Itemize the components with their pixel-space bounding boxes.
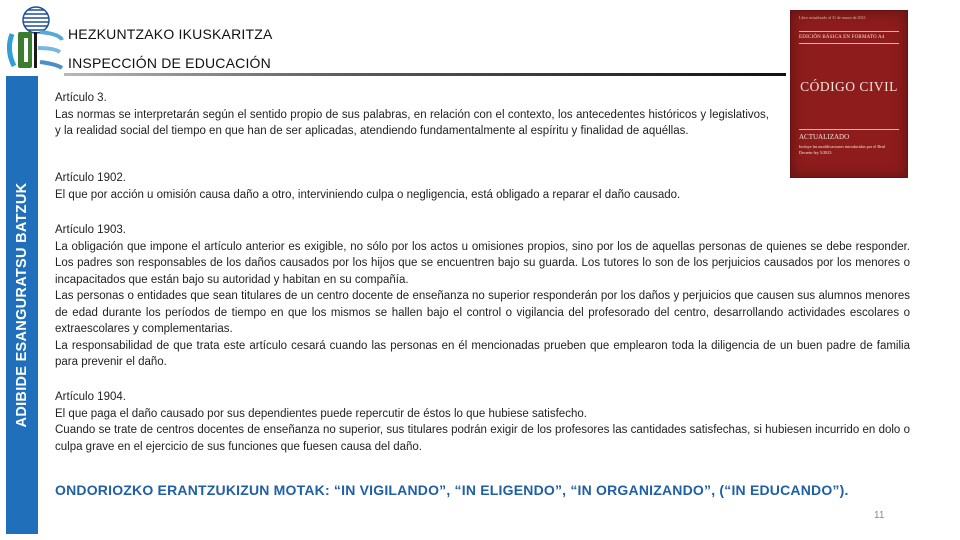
article-paragraph: Las normas se interpretarán según el sentido propio de sus palabras, en relación con el contexto, los antecedentes históricos y legislativos, y la realidad social del tiempo en que han de ser aplicadas, atendiendo fundamentalmente al espíritu y finalidad de aquéllas. <box>55 108 769 137</box>
sidebar-label: ADIBIDE ESANGURATSU BATZUK <box>14 182 30 428</box>
organization-title: HEZKUNTZAKO IKUSKARITZA <box>68 26 273 42</box>
article-paragraph: La obligación que impone el artículo anterior es exigible, no sólo por los actos u omisiones propios, sino por los de aquellas personas de quienes se debe responder. Los padres son responsables de los daños causados por los hijos que se encuentren bajo su guarda. Los tutores lo son de los perjuicios causados por los menores o incapacitados que están bajo su autoridad y habitan en su compañía. <box>55 240 910 286</box>
book-rule <box>799 31 899 32</box>
book-title: CÓDIGO CIVIL <box>800 79 898 94</box>
article-paragraph: Las personas o entidades que sean titulares de un centro docente de enseñanza no superior responderán por los daños y perjuicios que causen sus alumnos menores de edad durante los períodos de tiempo en que los mismos se hallen bajo el control o vigilancia del profesorado del centro, desarrollando actividades escolares o extraescolares y complementarias. <box>55 290 910 335</box>
liability-types-conclusion: ONDORIOZKO ERANTZUKIZUN MOTAK: “IN VIGILANDO”, “IN ELIGENDO”, “IN ORGANIZANDO”, (“IN EDUCANDO”). <box>55 482 849 498</box>
page-number: 11 <box>874 510 885 521</box>
book-updated: ACTUALIZADO <box>799 133 850 141</box>
article-heading: Artículo 1903. <box>55 224 126 236</box>
article-3 <box>55 90 769 140</box>
organization-subtitle: INSPECCIÓN DE EDUCACIÓN <box>68 55 271 71</box>
article-heading: Artículo 1904. <box>55 391 126 403</box>
book-top-line: Libro actualizado al 31 de marzo de 2023 <box>799 15 866 20</box>
article-paragraph: Cuando se trate de centros docentes de enseñanza no superior, sus titulares podrán exigir de los profesores las cantidades satisfechas, si hubiesen incurrido en dolo o culpa grave en el ejercicio de sus funciones que fuesen causa del daño. <box>55 424 910 453</box>
civil-code-book-cover <box>790 10 908 178</box>
article-heading: Artículo 1902. <box>55 172 126 184</box>
article-paragraph: La responsabilidad de que trata este artículo cesará cuando las personas en él mencionadas prueben que emplearon toda la diligencia de un buen padre de familia para prevenir el daño. <box>55 339 910 368</box>
header-divider <box>64 73 786 76</box>
inspection-logo-icon <box>4 4 68 70</box>
book-rule <box>799 129 899 130</box>
article-1903 <box>55 222 910 371</box>
book-rule <box>799 43 899 44</box>
book-edition: EDICIÓN BÁSICA EN FORMATO A4 <box>799 35 885 40</box>
article-paragraph: El que por acción u omisión causa daño a otro, interviniendo culpa o negligencia, está obligado a reparar el daño causado. <box>55 188 681 201</box>
article-paragraph: El que paga el daño causado por sus dependientes puede repercutir de éstos lo que hubiese satisfecho. <box>55 407 587 420</box>
article-1902 <box>55 170 769 203</box>
article-1904 <box>55 389 910 455</box>
book-note: Incluye las modificaciones introducidas por el Real Decreto-ley 5/2023 <box>799 144 886 155</box>
article-heading: Artículo 3. <box>55 92 107 104</box>
